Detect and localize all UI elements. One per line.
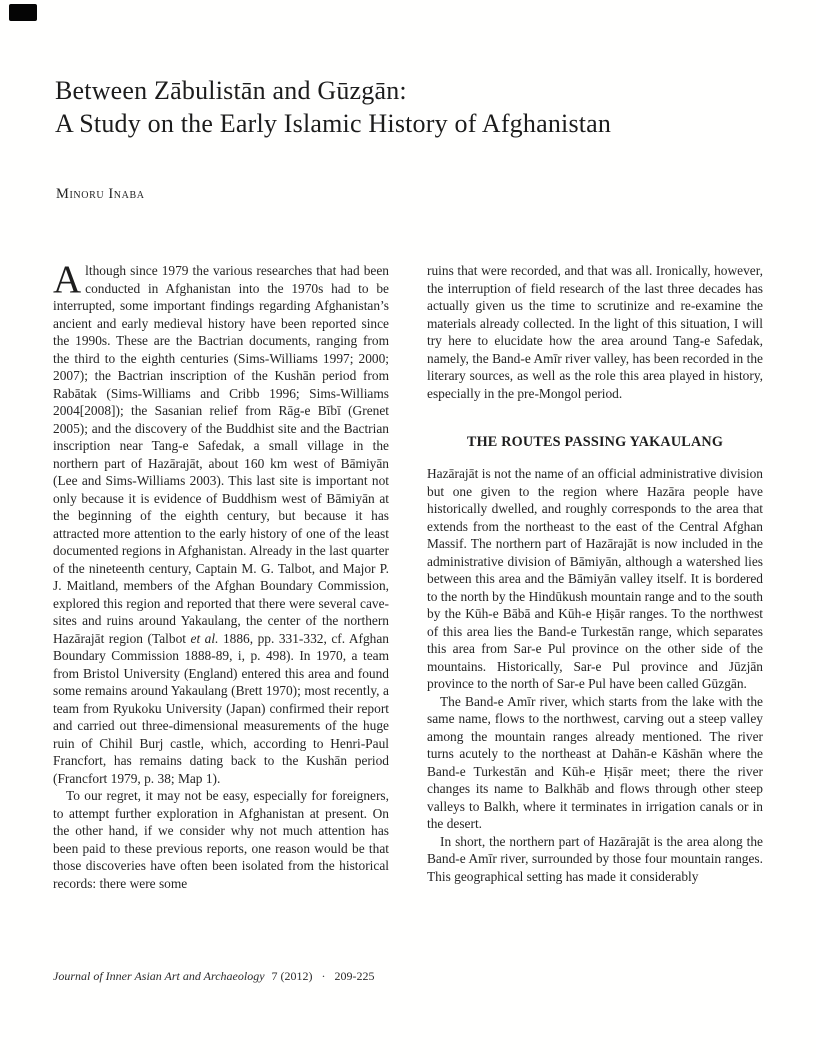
volume-info: 7 (2012) (271, 969, 313, 983)
left-paragraph-1-text: lthough since 1979 the various researches that had been conducted in Afghanistan into the 1970s had to be interrupted, some important findings regarding Afghanistan’s ancient and early medieval history have been reported since the 1990s. These are the Bactrian documents, ranging from the third to the eighth centuries (Sims-Williams 1997; 2000; 2007); the Bactrian inscription of the Kushān period from Rabātak (Sims-Williams and Cribb 1996; Sims-Williams 2004[2008]); the Sasanian relief from Rāg-e Bībī (Grenet 2005); and the discovery of the Buddhist site and the Bactrian inscription near Tang-e Safedak, a small village in the northern part of Hazārajāt, about 160 km west of Bāmiyān (Lee and Sims-Williams 2003). This last site is important not only because it is evidence of Buddhism west of Bāmiyān at the beginning of the eighth century, but because it has attracted more attention to the early history of one of the least documented regions in Afghanistan. Already in the last quarter of the nineteenth century, Captain M. G. Talbot, and Major P. J. Maitland, members of the Afghan Boundary Commission, explored this region and reported that there were several cave-sites and ruins around Yakaulang, the center of the northern Hazārajāt region (Talbot (53, 263, 389, 646)
right-paragraph-2: Hazārajāt is not the name of an official administrative division but one given to the region where Hazāra people have historically dwelled, and roughly corresponds to the area that extends from the northeast to the east of the Central Afghan Massif. The northern part of Hazārajāt is now included in the administrative division of Bāmiyān, although a watershed lies between this area and the Bāmiyān valley itself. It is bordered to the north by the Hindūkush mountain range and to the south by the Kūh-e Bābā and Kūh-e Ḥiṣār ranges. To the northwest of this area lies the Band-e Turkestān range, which separates this area from Sar-e Pul province on the other side of the mountains. Historically, Sar-e Pul province and Jūzjān province to the north of Sar-e Pul have been called Gūzgān. (427, 466, 763, 691)
section-heading: THE ROUTES PASSING YAKAULANG (466, 434, 724, 450)
author-name: Minoru Inaba (56, 186, 145, 202)
left-paragraph-1 (53, 258, 389, 787)
left-paragraph-1-text-cont: 1886, pp. 331-332, cf. Afghan Boundary Commission 1888-89, i, p. 498). In 1970, a team from Bristol University (England) entered this area and found some remains around Yakaulang (Brett 1970); most recently, a team from Ryukoku University (Japan) confirmed their report and carried out three-dimensional measurements of the huge ruin of Chihil Burj castle, which, according to Henri-Paul Francfort, has remains dating back to the Kushān period (Francfort 1979, p. 38; Map 1). (53, 630, 389, 786)
left-paragraph-2: To our regret, it may not be easy, especially for foreigners, to attempt further exploration in Afghanistan at present. On the other hand, if we consider why not much attention has been paid to these previous reports, one reason would be that those discoveries have often been isolated from the historical records: there were some (53, 788, 389, 891)
scan-artifact-mark (9, 4, 37, 21)
journal-footer (53, 969, 375, 984)
footer-separator-dot: · (321, 969, 326, 983)
journal-name: Journal of Inner Asian Art and Archaeology (53, 969, 265, 983)
left-column (53, 258, 389, 892)
right-paragraph-3: The Band-e Amīr river, which starts from the lake with the same name, flows to the northwest, carving out a steep valley among the mountain ranges already mentioned. The river turns acutely to the northeast at Dahān-e Kāshān where the Band-e Turkestān and Kūh-e Ḥiṣār meet; there the river changes its name to Balkhāb and flows through other steep valleys to Balkh, where it terminates in irrigation canals or in the desert. (427, 693, 763, 831)
article-title (55, 74, 755, 140)
drop-cap: A (53, 258, 82, 301)
right-paragraph-1: ruins that were recorded, and that was all. Ironically, however, the interruption of field research of the last three decades has actually given us the time to scrutinize and re-examine the materials already collected. In the light of this situation, I will try here to elucidate how the area around Tang-e Safedak, namely, the Band-e Amīr river valley, has been recorded in the literary sources, as well as the role this area played in history, especially in the pre-Mongol period. (427, 263, 763, 401)
page-range: 209-225 (334, 969, 375, 983)
et-al-italic: et al. (190, 630, 219, 646)
right-paragraph-4: In short, the northern part of Hazārajāt is the area along the Band-e Amīr river, surrounded by those four mountain ranges. This geographical setting has made it considerably (427, 833, 763, 884)
article-title-line2: A Study on the Early Islamic History of Afghanistan (55, 109, 612, 138)
right-column (427, 262, 763, 885)
article-title-line1: Between Zābulistān and Gūzgān: (55, 76, 407, 105)
